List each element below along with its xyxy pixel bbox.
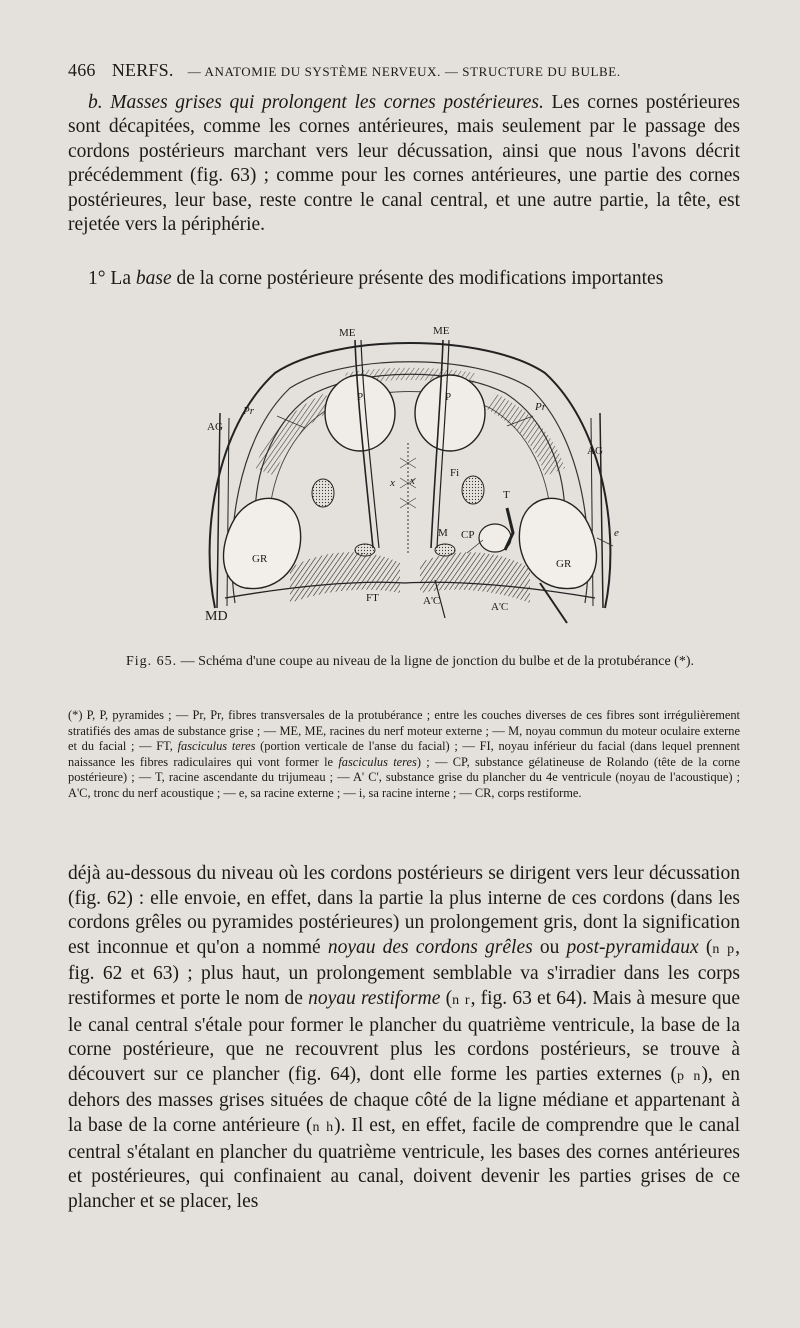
label-pr-right: Pr bbox=[535, 401, 546, 413]
paragraph-end: de la corne postérieure présente des modifications importantes bbox=[171, 268, 664, 289]
caption-text: — Schéma d'une coupe au niveau de la ligne de jonction du bulbe et de la protubérance (*). bbox=[177, 654, 695, 669]
transverse-fibres-left bbox=[255, 393, 335, 476]
transverse-fibres-right bbox=[485, 393, 565, 476]
label-pr-left: Pr bbox=[243, 405, 254, 417]
label-gr-right: GR bbox=[556, 558, 572, 570]
italic-term: noyau restiforme bbox=[308, 987, 441, 1009]
label-me-right: ME bbox=[433, 325, 450, 337]
footnote-part: ) ; — CP, substance gélatineuse de Rolando (tête de la corne postérieure) ; — T, racine ascendante du trijumeau ; — A' C', substance grise du plancher du 4e ventricule (noyau de l'acoustique) ; A'C, tronc du nerf acoustique ; — e, sa racine externe ; — i, sa racine interne ; — CR, corps restiforme. bbox=[68, 754, 740, 800]
text-run: ), en dehors des masses grises situées de chaque côté de la ligne médiane et appartenant à la base de la corne antérieure ( bbox=[68, 1063, 741, 1136]
running-title: — ANATOMIE DU SYSTÈME NERVEUX. — STRUCTURE DU BULBE. bbox=[187, 64, 621, 79]
label-p-right: P bbox=[445, 391, 452, 403]
figure-footnote bbox=[68, 708, 740, 802]
text-run: , fig. 62 et 63) ; plus haut, un prolongement semblable va s'irradier dans les corps restiformes et porte le nom de bbox=[68, 936, 741, 1009]
paragraph-continuation bbox=[68, 862, 740, 1214]
label-fi: Fi bbox=[450, 467, 460, 479]
text-run: ). Il est, en effet, facile de comprendre que le canal central s'étalant en plancher du quatrième ventricule, les bases des cornes antérieures et postérieures, qui confinaient au canal, doivent devenir les parties grises de ce plancher et se placer, les bbox=[68, 1114, 741, 1212]
label-gr-left: GR bbox=[252, 553, 268, 565]
label-t: T bbox=[503, 489, 510, 501]
grey-floor-left bbox=[290, 552, 400, 603]
label-cp: CP bbox=[461, 529, 475, 541]
page-number: 466 bbox=[68, 60, 96, 80]
paragraph-italic-base: base bbox=[135, 268, 172, 289]
small-caps-ref: n p bbox=[712, 941, 736, 957]
label-ag-left: AG bbox=[207, 421, 223, 433]
common-motor-nucleus bbox=[355, 544, 375, 556]
italic-term: noyau des cordons grêles bbox=[327, 936, 533, 958]
figure-number: Fig. 65. bbox=[125, 654, 178, 669]
label-me-left: ME bbox=[339, 327, 356, 339]
text-run: ( bbox=[440, 987, 453, 1009]
footnote-italic: fasciculus teres bbox=[177, 739, 256, 754]
label-ac-center: A'C bbox=[423, 595, 441, 607]
small-caps-ref: n r bbox=[452, 992, 471, 1008]
section-name: NERFS. bbox=[111, 60, 174, 80]
facial-nucleus-right bbox=[462, 476, 484, 504]
pyramid-right bbox=[415, 375, 485, 451]
label-ag-right: AG bbox=[587, 445, 603, 457]
figure-caption bbox=[90, 653, 730, 671]
label-x-right: x bbox=[410, 475, 415, 487]
footnote-italic: fasciculus teres bbox=[338, 754, 417, 769]
label-m: M bbox=[438, 527, 448, 539]
text-run: ou bbox=[532, 936, 567, 958]
text-run: , fig. 63 et 64). Mais à mesure que le canal central s'étale pour former le plancher du quatrième ventricule, la base de la corne postérieure, que ne recouvrent plus les cordons postérieurs, se trouve à découvert sur ce plancher (fig. 64), dont elle forme les parties externes ( bbox=[68, 987, 740, 1085]
footnote-part: (*) P, P, pyramides ; — Pr, Pr, fibres transversales de la protubérance ; entre les couches diverses de ces fibres sont irrégulièrement stratifiés des amas de substance grise ; — ME, ME, racines du nerf moteur externe ; — M, noyau commun du moteur oculaire externe et du facial ; — FT, bbox=[68, 708, 740, 754]
text-run: déjà au-dessous du niveau où les cordons postérieurs se dirigent vers leur décussation (fig. 62) : elle envoie, en effet, dans la partie la plus interne de ces cordons (dans les cordons grêles ou pyramides postérieures) un prolongement gris, dont la signification est inconnue et qu'on a nommé bbox=[68, 863, 740, 958]
facial-nucleus-left bbox=[312, 479, 334, 507]
label-e: e bbox=[614, 527, 619, 539]
paragraph-masses-grises bbox=[68, 91, 740, 237]
paragraph-start: 1° La bbox=[88, 268, 136, 289]
label-x-left: x bbox=[390, 477, 395, 489]
label-md: MD bbox=[205, 609, 228, 624]
label-ft: FT bbox=[366, 592, 379, 604]
italic-term: post-pyramidaux bbox=[566, 936, 699, 958]
running-header bbox=[68, 60, 748, 81]
paragraph-lead-italic: b. Masses grises qui prolongent les cornes postérieures. bbox=[88, 92, 544, 113]
text-run: ( bbox=[698, 936, 713, 958]
small-caps-ref: p n bbox=[677, 1068, 702, 1084]
label-ac-right: A'C bbox=[491, 601, 509, 613]
label-p-left: P bbox=[357, 391, 364, 403]
paragraph-base-corne bbox=[68, 267, 740, 291]
anatomical-figure bbox=[195, 318, 625, 648]
paragraph-text: Les cornes postérieures sont décapitées, comme les cornes antérieures, mais seulement par le passage des cordons postérieurs marchant vers leur décussation, ainsi que nous l'avons décrit précédemment (fig. 63) ; comme pour les cornes antérieures, une partie des cornes postérieures, leur base, reste contre le canal central, et une autre partie, la tête, est rejetée vers la périphérie. bbox=[68, 92, 741, 236]
small-caps-ref: n h bbox=[312, 1119, 335, 1135]
footnote-part: (portion verticale de l'anse du facial) ; — FI, noyau inférieur du facial (dans lequel prennent naissance les fibres radiculaires qui vont former le bbox=[68, 739, 740, 769]
